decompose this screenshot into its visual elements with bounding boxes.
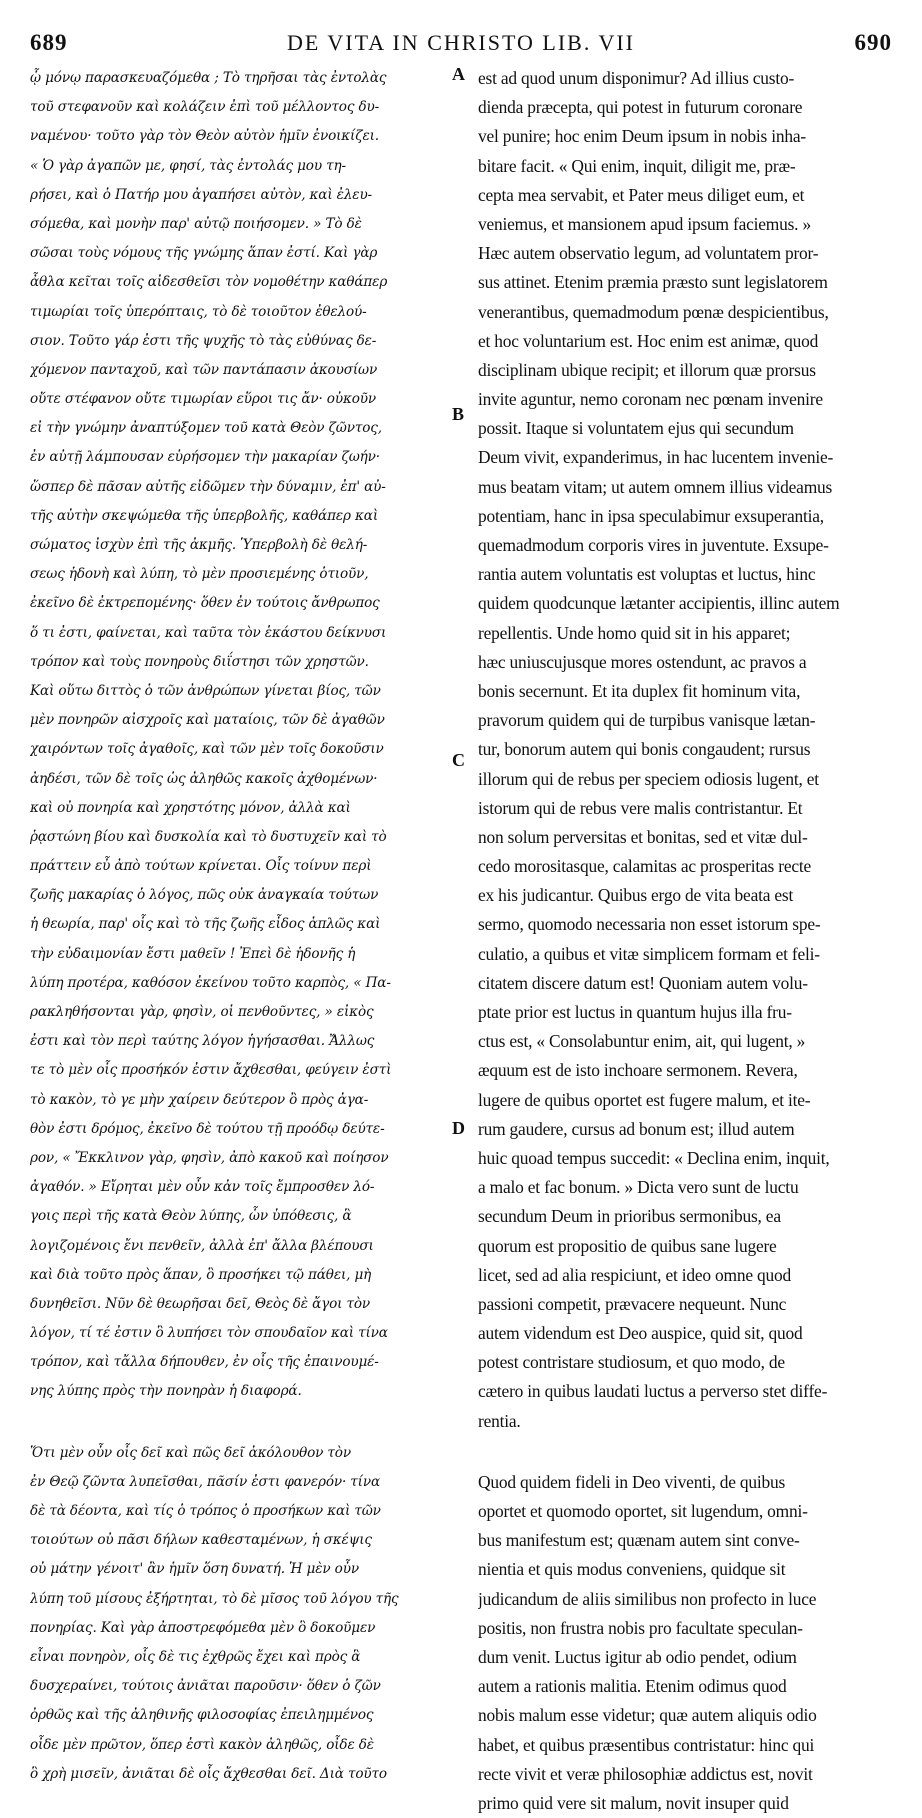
greek-text-line: σεως ἡδονὴ καὶ λύπη, τὸ μὲν προσιεμένης ὁτιοῦν, (30, 566, 369, 583)
latin-text-line: rentia. (478, 1410, 521, 1431)
latin-text-line: quidem quodcunque lætanter accipientis, illinc autem (478, 593, 840, 614)
latin-text-line: dienda præcepta, qui potest in futurum coronare (478, 97, 803, 118)
latin-text-line: citatem discere datum est! Quoniam autem volu- (478, 972, 808, 993)
margin-marker-d: D (452, 1118, 465, 1138)
latin-text-line: rum gaudere, cursus ad bonum est; illud autem (478, 1118, 795, 1139)
latin-text-line: secundum Deum in prioribus sermonibus, ea (478, 1206, 781, 1227)
latin-text-line: autem a rationis malitia. Etenim odimus quod (478, 1676, 787, 1697)
greek-text-line: τρόπον, καὶ τἄλλα δήπουθεν, ἐν οἷς τῆς ἐπαινουμέ- (30, 1354, 379, 1371)
latin-text-line: repellentis. Unde homo quid sit in his apparet; (478, 622, 791, 643)
greek-text-line: καὶ διὰ τοῦτο πρὸς ἅπαν, ὃ προσήκει τῷ πάθει, μὴ (30, 1266, 372, 1283)
latin-text-line: venerantibus, quemadmodum pœnæ despicientibus, (478, 301, 829, 322)
latin-text-line: potentiam, hanc in ipsa speculabimur exsuperantia, (478, 505, 824, 526)
latin-text-line: est ad quod unum disponimur? Ad illius custo- (478, 68, 795, 88)
greek-text-line: δυσχεραίνει, τούτοις ἀνιᾶται παροῦσιν· ὅθεν ὁ ζῶν (30, 1678, 381, 1695)
latin-text-line: istorum qui de rebus vere malis contristantur. Et (478, 797, 803, 818)
greek-text-line: ἐκεῖνο δὲ ἐκτρεπομένης· ὅθεν ἐν τούτοις ἄνθρωπος (30, 595, 380, 612)
greek-text-line: « Ὁ γὰρ ἀγαπῶν με, φησί, τὰς ἐντολάς μου τη- (30, 157, 346, 174)
latin-text-line: æquum est de isto inchoare sermonem. Revera, (478, 1060, 798, 1081)
latin-text-line: cepta mea servabit, et Pater meus diliget eum, et (478, 184, 805, 205)
greek-text-line: ὃ χρὴ μισεῖν, ἀνιᾶται δὲ οἷς ἄχθεσθαι δεῖ. Διὰ τοῦτο (30, 1765, 387, 1782)
latin-text-line: ex his judicantur. Quibus ergo de vita beata est (478, 885, 794, 906)
greek-text-line: ὥσπερ δὲ πᾶσαν αὐτῆς εἰδῶμεν τὴν δύναμιν, ἐπ' αὐ- (30, 478, 386, 495)
greek-text-line: λόγον, τί τέ ἐστιν ὃ λυπήσει τὸν σπουδαῖον καὶ τίνα (30, 1325, 388, 1342)
greek-text-line: ἀηδέσι, τῶν δὲ τοῖς ὡς ἀληθῶς κακοῖς ἀχθομένων· (30, 770, 378, 787)
greek-text-line: γοις περὶ τῆς κατὰ Θεὸν λύπης, ὧν ὑπόθεσις, ἃ (30, 1208, 352, 1225)
margin-marker-a: A (452, 64, 465, 84)
latin-text-line: lugere de quibus oportet est fugere malum, et ite- (478, 1089, 811, 1110)
greek-text-line: πονηρίας. Καὶ γὰρ ἀποστρεφόμεθα μὲν ὃ δοκοῦμεν (30, 1619, 376, 1636)
greek-text-line: ῥᾳστώνη βίου καὶ δυσκολία καὶ τὸ δυστυχεῖν καὶ τὸ (30, 828, 387, 845)
latin-text-line: primo quid vere sit malum, novit insuper quid (478, 1792, 789, 1813)
latin-text-line: huic quoad tempus succedit: « Declina enim, inquit, (478, 1147, 830, 1168)
latin-text-line: nobis malum esse videtur; quæ autem aliquis odio (478, 1705, 817, 1726)
greek-text-line: δὲ τὰ δέοντα, καὶ τίς ὁ τρόπος ὁ προσήκων καὶ τῶν (30, 1503, 381, 1519)
greek-text-line: θὸν ἐστι δρόμος, ἐκεῖνο δὲ τούτου τῇ προόδῳ δεύτε- (30, 1120, 385, 1137)
latin-text-line: Quod quidem fideli in Deo viventi, de quibus (478, 1471, 786, 1492)
latin-text-line: rantia autem voluntatis est voluptas et luctus, hinc (478, 564, 816, 585)
latin-text-line: disciplinam ubique recipit; et illorum quæ prorsus (478, 359, 816, 380)
greek-text-line: λύπη τοῦ μίσους ἐξήρτηται, τὸ δὲ μῖσος τοῦ λόγου τῆς (30, 1590, 399, 1607)
latin-text-line: judicandum de aliis similibus non profecto in luce (478, 1588, 817, 1609)
latin-text-line: sermo, quomodo necessaria non esset istorum spe- (478, 914, 821, 935)
greek-text-line: καὶ οὐ πονηρία καὶ χρηστότης μόνον, ἀλλὰ καὶ (30, 799, 351, 816)
margin-marker-b: B (452, 404, 465, 424)
latin-text-line: oportet et quomodo oportet, sit lugendum, omni- (478, 1501, 808, 1521)
greek-text-line: εἰ τὴν γνώμην ἀναπτύξομεν τοῦ κατὰ Θεὸν ζῶντος, (30, 420, 382, 437)
greek-text-line: τὴν εὐδαιμονίαν ἔστι μαθεῖν ! Ἐπεὶ δὲ ἡδονῆς ἡ (30, 945, 356, 962)
greek-text-line: οἶδε μὲν πρῶτον, ὅπερ ἐστὶ κακὸν ἀληθῶς, οἶδε δὲ (30, 1736, 374, 1753)
greek-text-line: λύπη προτέρα, καθόσον ἐκείνου τοῦτο καρπὸς, « Πα- (30, 974, 391, 991)
latin-text-line: hæc uniuscujusque mores ostendunt, ac pravos a (478, 651, 807, 672)
greek-text-line: μὲν πονηρῶν αἰσχροῖς καὶ ματαίοις, τῶν δὲ ἀγαθῶν (30, 712, 385, 729)
greek-text-line: τρόπον καὶ τοὺς πονηροὺς διΐστησι τῶν χρηστῶν. (30, 653, 369, 670)
latin-text-line: dum venit. Luctus igitur ab odio pendet, odium (478, 1646, 797, 1667)
greek-text-line: χαιρόντων τοῖς ἀγαθοῖς, καὶ τῶν μὲν τοῖς δοκοῦσιν (30, 741, 384, 758)
latin-text-line: sus attinet. Etenim præmia præsto sunt legislatorem (478, 272, 828, 293)
greek-paragraph-1 (30, 64, 458, 1407)
greek-text-line: χόμενον πανταχοῦ, καὶ τῶν παντάπασιν ἀκουσίων (30, 361, 378, 378)
latin-text-line: recte vivit et veræ philosophiæ addictus est, novit (478, 1763, 813, 1784)
greek-text-line: ἐν Θεῷ ζῶντα λυπεῖσθαι, πᾶσίν ἐστι φανερόν· τίνα (30, 1473, 381, 1490)
latin-text-line: veniemus, et mansionem apud ipsum faciemus. » (478, 213, 811, 234)
latin-text-line: a malo et fac bonum. » Dicta vero sunt de luctu (478, 1177, 799, 1198)
latin-text-line: et hoc voluntarium est. Hoc enim est animæ, quod (478, 330, 819, 351)
latin-text-line: potest contristare studiosum, et quo modo, de (478, 1352, 785, 1373)
greek-text-line: οὐ μάτην γένοιτ' ἂν ἡμῖν ὅση δυνατή. Ἡ μὲν οὖν (30, 1561, 359, 1578)
greek-text-line: σιον. Τοῦτο γάρ ἐστι τῆς ψυχῆς τὸ τὰς εὐθύνας δε- (30, 332, 377, 349)
greek-text-line: ἡ θεωρία, παρ' οἷς καὶ τὸ τῆς ζωῆς εἶδος ἁπλῶς καὶ (30, 916, 381, 933)
page-number-left: 689 (30, 30, 68, 55)
greek-text-line: σώματος ἰσχὺν ἐπὶ τῆς ἀκμῆς. Ὑπερβολὴ δὲ θελή- (30, 537, 368, 553)
latin-text-line: possit. Itaque si voluntatem ejus qui secundum (478, 418, 794, 439)
greek-text-line: τοῦ στεφανοῦν καὶ κολάζειν ἐπὶ τοῦ μέλλοντος δυ- (30, 99, 380, 116)
greek-text-line: Ὅτι μὲν οὖν οἷς δεῖ καὶ πῶς δεῖ ἀκόλουθον τὸν (30, 1444, 351, 1461)
latin-text-line: pravorum quidem qui de turpibus vanisque lætan- (478, 710, 816, 731)
greek-text-line: εἶναι πονηρὸν, οἷς δὲ τις ἐχθρῶς ἔχει καὶ πρὸς ἃ (30, 1648, 361, 1665)
latin-text-line: bitare facit. « Qui enim, inquit, diligit me, præ- (478, 155, 796, 176)
greek-text-line: πράττειν εὖ ἀπὸ τούτων κρίνεται. Οἷς τοίνυν περὶ (30, 858, 372, 875)
latin-text-line: bus manifestum est; quænam autem sint conve- (478, 1530, 800, 1551)
running-header (30, 30, 892, 62)
greek-text-line: τῆς αὐτὴν σκεψώμεθα τῆς ὑπερβολῆς, καθάπερ καὶ (30, 507, 379, 524)
greek-text-line: ὀρθῶς καὶ τῆς ἀληθινῆς φιλοσοφίας ἐπειλημμένος (30, 1707, 374, 1724)
running-title: DE VITA IN CHRISTO LIB. VII (286, 30, 635, 55)
latin-text-line: nientia et quis modus conveniens, quidque sit (478, 1559, 786, 1580)
latin-text-line: cedo morositasque, calamitas ac prosperitas recte (478, 856, 812, 877)
greek-text-line: τὸ κακὸν, τὸ γε μὴν χαίρειν δεύτερον ὂ πρὸς ἀγα- (30, 1091, 369, 1108)
greek-text-line: τε τὸ μὲν οἷς προσήκόν ἐστιν ἄχθεσθαι, φεύγειν ἐστὶ (30, 1062, 392, 1079)
greek-text-line: σῶσαι τοὺς νόμους τῆς γνώμης ἅπαν ἐστί. Καὶ γὰρ (30, 245, 378, 262)
latin-text-line: bonis secernunt. Et ita duplex fit hominum vita, (478, 680, 801, 701)
greek-text-line: ναμένου· τοῦτο γὰρ τὸν Θεὸν αὐτὸν ἡμῖν ἐνοικίζει. (30, 128, 379, 145)
latin-text-line: ctus est, « Consolabuntur enim, ait, qui lugent, » (478, 1031, 806, 1052)
latin-text-line: mus beatam vitam; ut autem omnem illius videamus (478, 476, 833, 497)
greek-text-line: ρακληθήσονται γὰρ, φησὶν, οἱ πενθοῦντες, » εἰκὸς (30, 1004, 374, 1020)
greek-text-line: ἐν αὐτῇ λάμπουσαν εὑρήσομεν τὴν μακαρίαν ζωήν· (30, 449, 380, 466)
greek-text-line: νης λύπης πρὸς τὴν πονηρὰν ἡ διαφορά. (30, 1383, 302, 1400)
latin-paragraph-1 (478, 64, 896, 1436)
latin-text-line: vel punire; hoc enim Deum ipsum in nobis inha- (478, 126, 806, 147)
greek-text-line: λογιζομένοις ἔνι πενθεῖν, ἀλλὰ ἐπ' ἄλλα βλέπουσι (30, 1237, 374, 1254)
page-number-right: 690 (854, 30, 892, 55)
latin-text-line: quorum est propositio de quibus sane lugere (478, 1235, 777, 1256)
latin-text-line: quemadmodum corporis vires in juventute. Exsupe- (478, 535, 829, 555)
greek-text-line: ἆθλα κεῖται τοῖς αἰδεσθεῖσι τὸν νομοθέτην καθάπερ (30, 274, 388, 291)
greek-column (30, 64, 458, 1789)
latin-column (478, 64, 896, 1818)
latin-text-line: passioni competit, prævacere nequeunt. Nunc (478, 1293, 787, 1314)
latin-text-line: invite aguntur, nemo coronam nec pœnam invenire (478, 389, 823, 410)
latin-text-line: Deum vivit, expanderimus, in hac lucentem invenie- (478, 447, 834, 468)
greek-text-line: ᾧ μόνῳ παρασκευαζόμεθα ; Τὸ τηρῆσαι τὰς ἐντολὰς (30, 70, 387, 86)
greek-text-line: ζωῆς μακαρίας ὁ λόγος, πῶς οὐκ ἀναγκαία τούτων (30, 887, 379, 904)
greek-text-line: Καὶ οὕτω διττὸς ὁ τῶν ἀνθρώπων γίνεται βίος, τῶν (30, 682, 381, 699)
latin-text-line: ptate prior est luctus in quantum hujus illa fru- (478, 1002, 792, 1022)
latin-text-line: tur, bonorum autem qui bonis congaudent; rursus (478, 739, 811, 760)
latin-text-line: culatio, a quibus et vitæ simplicem formam et feli- (478, 943, 820, 964)
greek-text-line: τιμωρίαι τοῖς ὑπερόπταις, τὸ δὲ τοιοῦτον ἐθελού- (30, 303, 367, 320)
latin-text-line: Hæc autem observatio legum, ad voluntatem pror- (478, 243, 819, 264)
greek-text-line: οὔτε στέφανον οὔτε τιμωρίαν εὕροι τις ἄν· οὐκοῦν (30, 391, 376, 408)
greek-text-line: ρον, « Ἔκκλινον γὰρ, φησὶν, ἀπὸ κακοῦ καὶ ποίησον (30, 1149, 389, 1166)
latin-paragraph-2 (478, 1468, 896, 1818)
greek-paragraph-2 (30, 1439, 458, 1789)
latin-text-line: autem videndum est Deo auspice, quid sit, quod (478, 1323, 803, 1344)
greek-text-line: ρήσει, καὶ ὁ Πατήρ μου ἀγαπήσει αὐτὸν, καὶ ἐλευ- (30, 186, 372, 203)
latin-text-line: positis, non frustra nobis pro facultate speculan- (478, 1617, 803, 1638)
latin-text-line: illorum qui de rebus per speciem odiosis lugent, et (478, 768, 819, 789)
greek-text-line: τοιούτων οὐ πᾶσι δήλων καθεσταμένων, ἡ σκέψις (30, 1532, 372, 1549)
latin-text-line: cætero in quibus laudati luctus a perverso stet diffe- (478, 1381, 828, 1402)
greek-text-line: ὅ τι ἐστι, φαίνεται, καὶ ταῦτα τὸν ἑκάστου δείκνυσι (30, 624, 387, 641)
latin-text-line: licet, sed ad alia respiciunt, et ideo omne quod (478, 1264, 791, 1285)
latin-text-line: non solum perversitas et bonitas, sed et vitæ dul- (478, 826, 808, 847)
margin-marker-c: C (452, 750, 465, 770)
latin-text-line: habet, et quibus præsentibus contristatur: hinc qui (478, 1734, 815, 1755)
greek-text-line: δυνηθεῖσι. Νῦν δὲ θεωρῆσαι δεῖ, Θεὸς δὲ ἄγοι τὸν (30, 1295, 370, 1312)
greek-text-line: ἐστι καὶ τὸν περὶ ταύτης λόγον ἡγήσασθαι. Ἄλλως (30, 1033, 375, 1050)
greek-text-line: σόμεθα, καὶ μονὴν παρ' αὐτῷ ποιήσομεν. » Τὸ δὲ (30, 215, 362, 232)
greek-text-line: ἀγαθόν. » Εἴρηται μὲν οὖν κἀν τοῖς ἔμπροσθεν λό- (30, 1179, 375, 1196)
